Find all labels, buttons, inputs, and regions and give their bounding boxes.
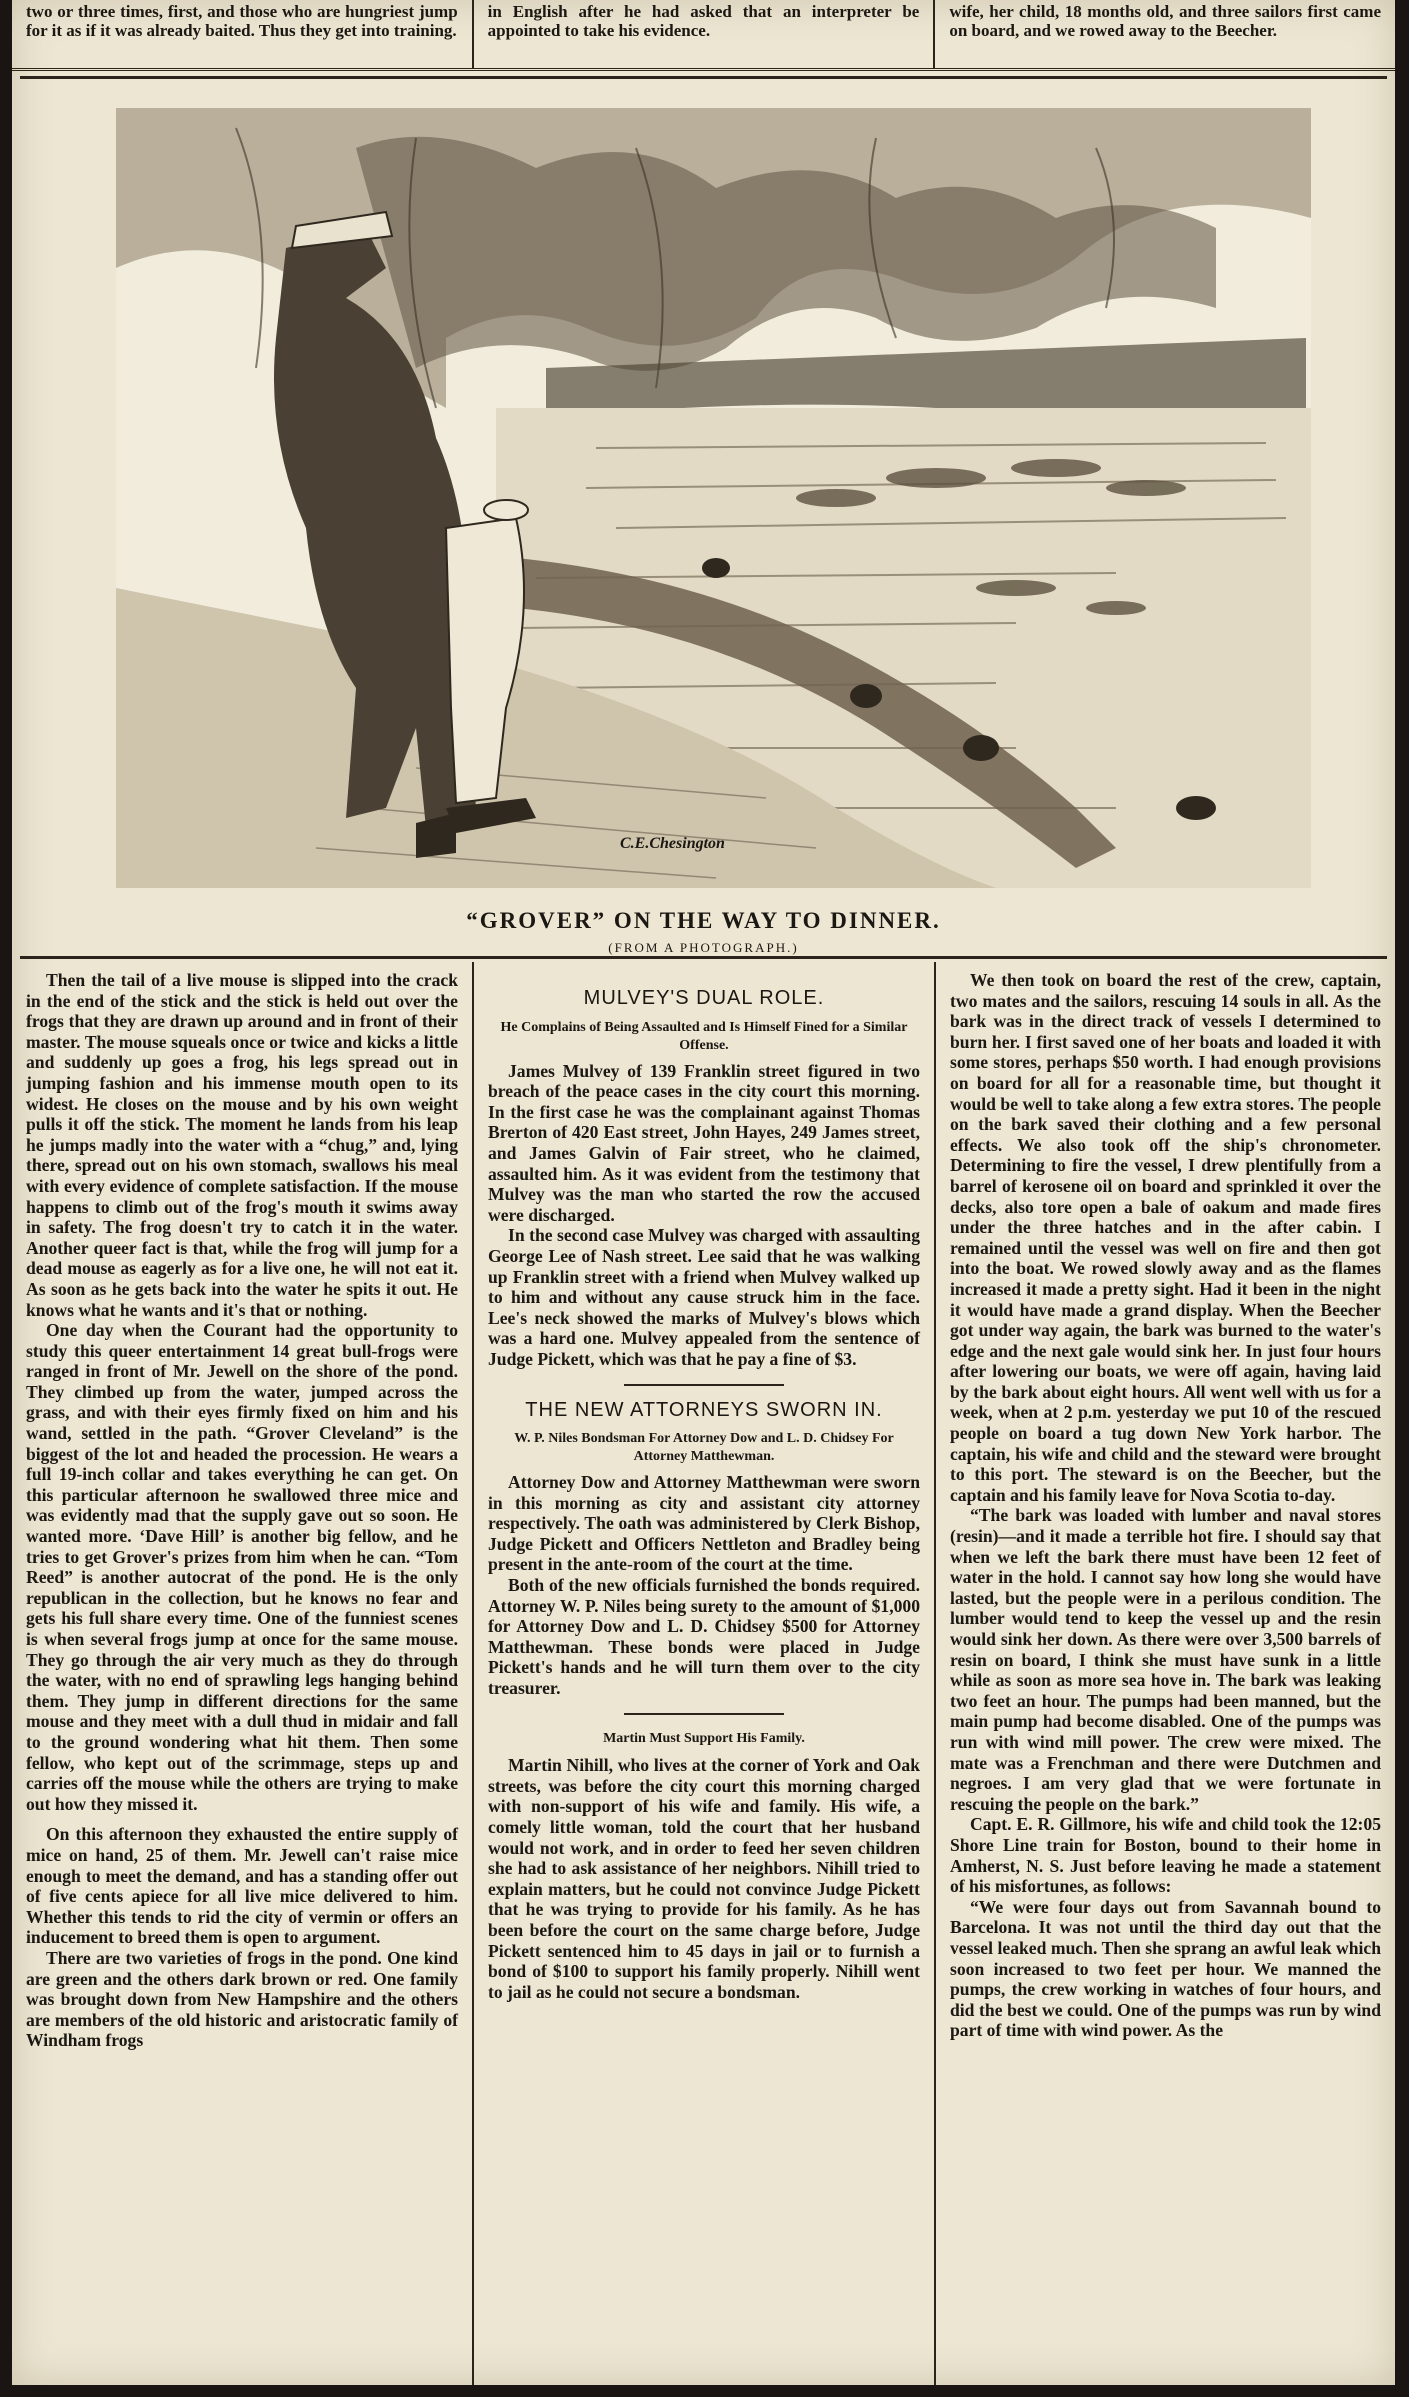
column-frogs-story bbox=[12, 962, 474, 2385]
separator-rule bbox=[20, 956, 1387, 959]
column-court-news bbox=[474, 962, 936, 2385]
paragraph: Attorney Dow and Attorney Matthewman were sworn in this morning as city and assistant city attorney respectively. The oath was administered by Clerk Bishop, Judge Pickett and Officers Nettleton and Bradley being present in the ante-room of the court at the time. bbox=[488, 1472, 920, 1575]
engraving-illustration bbox=[116, 108, 1311, 888]
column-bark-rescue bbox=[936, 962, 1395, 2385]
paragraph: In the second case Mulvey was charged with assaulting George Lee of Nash street. Lee said that he was walking up Franklin street with a friend when Mulvey walked up to him and without any cause struck him in the face. Lee's neck showed the marks of Mulvey's blows which was a hard one. Mulvey appealed from the sentence of Judge Pickett, which was that he pay a fine of $3. bbox=[488, 1225, 920, 1369]
article-columns bbox=[12, 962, 1395, 2385]
headline-attorneys: THE NEW ATTORNEYS SWORN IN. bbox=[525, 1398, 883, 1421]
illustration-drawing bbox=[116, 108, 1311, 888]
headline-mulvey: MULVEY'S DUAL ROLE. bbox=[583, 987, 825, 1009]
top-strip-column-1: two or three times, first, and those who are hungriest jump for it as if it was already baited. Thus they get into training. bbox=[12, 0, 474, 68]
newspaper-clipping bbox=[12, 0, 1395, 2385]
paragraph: One day when the Courant had the opportunity to study this queer entertainment 14 great bull-frogs were ranged in front of Mr. Jewell on the shore of the pond. They climbed up from the water, jumped across the grass, and with their eyes firmly fixed on him and his wand, settled in the path. “Grover Cleveland” is the biggest of the lot and headed the procession. He wears a full 19-inch collar and takes everything he can get. On this particular afternoon he swallowed three mice and was evidently mad that the supply gave out so soon. He wanted more. ‘Dave Hill’ is another big fellow, and he tries to get Grover's prizes from him when he can. “Tom Reed” is another autocrat of the pond. He is the only republican in the collection, but he knows no fear and gets his full share every time. One of the funniest scenes is when several frogs jump at once for the same mouse. They go through the air very much as they do through the water, with no end of sprawling legs hanging behind them. They jump in different directions for the same mouse and they meet with a dull thud in midair and fall to the ground wondering what hit them. Then some fellow, who kept out of the scrimmage, steps up and carries off the mouse while the others are trying to make out how they missed it. bbox=[26, 1320, 458, 1814]
paragraph: Capt. E. R. Gillmore, his wife and child took the 12:05 Shore Line train for Boston, bound to their home in Amherst, N. S. Just before leaving he made a statement of his misfortunes, as follows: bbox=[950, 1814, 1381, 1897]
separator-rule bbox=[20, 76, 1387, 79]
top-strip bbox=[12, 0, 1395, 71]
paragraph: “The bark was loaded with lumber and naval stores (resin)—and it made a terrible hot fire. I should say that when we left the bark there must have been 12 feet of water in the hold. I cannot say how long she would have lasted, but the people were in a perilous condition. The lumber would tend to keep the vessel up and the resin would sink her down. As there were over 3,500 barrels of resin on board, I think she must have sunk in a little while as soon as more sea hove in. The bark was leaking two feet an hour. The pumps had been manned, but the main pump had become disabled. One of the pumps was run with wind mill power. The crew were mixed. The mate was a Frenchman and there were Dutchmen and negroes. I am very glad that we were fortunate in rescuing the people on the bark.” bbox=[950, 1505, 1381, 1814]
paragraph: There are two varieties of frogs in the pond. One kind are green and the others dark brown or red. One family was brought down from New Hampshire and the others are members of the old historic and aristocratic family of Windham frogs bbox=[26, 1947, 458, 2051]
separator-rule bbox=[624, 1384, 784, 1386]
top-strip-column-3: wife, her child, 18 months old, and three sailors first came on board, and we rowed away to the Beecher. bbox=[949, 2, 1382, 40]
paragraph: James Mulvey of 139 Franklin street figured in two breach of the peace cases in the city court this morning. In the first case he was the complainant against Thomas Brerton of 420 East street, John Hayes, 249 James street, and James Galvin of Fair street, who he claimed, assaulted him. As it was evident from the testimony that Mulvey was the man who started the row the accused were discharged. bbox=[488, 1060, 920, 1225]
paragraph: On this afternoon they exhausted the entire supply of mice on hand, 25 of them. Mr. Jewell can't raise mice enough to meet the demand, and has a standing offer out of five cents apiece for all live mice delivered to him. Whether this tends to rid the city of vermin or offers an inducement to breed them is open to argument. bbox=[26, 1824, 458, 1948]
deck-attorneys: W. P. Niles Bondsman For Attorney Dow and L. D. Chidsey For Attorney Matthewman. bbox=[514, 1431, 894, 1465]
paragraph: Then the tail of a live mouse is slipped into the crack in the end of the stick and the stick is held out over the frogs that they are drawn up around and in front of their master. The mouse squeals once or twice and kicks a little and suddenly up goes a frog, his legs spread out in jumping fashion and his immense mouth open to its widest. He closes on the mouse and by his own weight pulls it off the stick. The moment he lands from his leap he jumps madly into the water with a “chug,” and, lying there, spread out on his own stomach, swallows his meal with every evidence of complete satisfaction. If the mouse happens to climb out of the frog's mouth it swims away in safety. The frog doesn't try to catch it in the water. Another queer fact is that, while the frog will jump for a dead mouse as eagerly as for a live one, he will not eat it. As soon as he gets back into the water he spits it out. He knows what he wants and it's that or nothing. bbox=[26, 970, 458, 1320]
paragraph: Both of the new officials furnished the bonds required. Attorney W. P. Niles being surety to the amount of $1,000 for Attorney Dow and L. D. Chidsey $500 for Attorney Matthewman. These bonds were placed in Judge Pickett's hands and he will turn them over to the city treasurer. bbox=[488, 1575, 920, 1699]
paragraph: Martin Nihill, who lives at the corner of York and Oak streets, was before the city court this morning charged with non-support of his wife and family. His wife, a comely little woman, told the court that her husband would not work, and in order to feed her seven children she had to ask assistance of her neighbors. Nihill tried to explain matters, but he could not convince Judge Pickett that he was trying to provide for his family. As he has been before the court on the same charge before, Judge Pickett sentenced him to 45 days in jail or to furnish a bond of $100 to support his family properly. Nihill went to jail as he could not secure a bondsman. bbox=[488, 1755, 920, 2002]
illustration-credit: (FROM A PHOTOGRAPH.) bbox=[608, 940, 799, 955]
paragraph: We then took on board the rest of the crew, captain, two mates and the sailors, rescuing 14 souls in all. As the bark was in the direct track of vessels I determined to burn her. I first saved one of her boats and loaded it with some stores, perhaps $50 worth. I had enough provisions on board for all for a reasonable time, but thought it would be well to take along a few extra stores. The people on the bark saved their clothing and a few personal effects. We also took off the ship's chronometer. Determining to fire the vessel, I drew plentifully from a barrel of kerosene oil on board and sprinkled it over the decks, also tore open a bale of oakum and made fires under the three hatches and in the after cabin. I remained until the vessel was well on fire and then got into the boat. We rowed slowly away and as the flames increased it made a pretty sight. Had it been in the night it would have made a grand display. When the Beecher got under way again, the bark was burned to the water's edge and the next gale would sink her. In just four hours after lowering our boats, we were off again, having laid by the bark about eight hours. All went well with us for a week, when at 2 p.m. yesterday we put 10 of the rescued people on board a tug down New York harbor. The captain, his wife and child and the steward were brought to this port. The steward is on the Beecher, but the captain and his family leave for Nova Scotia to-day. bbox=[950, 970, 1381, 1505]
artist-signature: C.E.Chesington bbox=[620, 835, 725, 852]
deck-mulvey: He Complains of Being Assaulted and Is Himself Fined for a Similar Offense. bbox=[500, 1019, 908, 1053]
separator-rule bbox=[624, 1713, 784, 1715]
illustration-caption: “GROVER” ON THE WAY TO DINNER. bbox=[466, 908, 941, 933]
headline-nihill: Martin Must Support His Family. bbox=[603, 1730, 805, 1746]
top-strip-column-2: in English after he had asked that an interpreter be appointed to take his evidence. bbox=[474, 0, 936, 68]
paragraph: “We were four days out from Savannah bound to Barcelona. It was not until the third day out that the vessel leaked much. Then she sprang an awful leak which soon increased to two feet per hour. We manned the pumps, the crew working in watches of four hours, and did the best we could. One of the pumps was run by wind part of time with wind power. As the bbox=[950, 1896, 1381, 2041]
